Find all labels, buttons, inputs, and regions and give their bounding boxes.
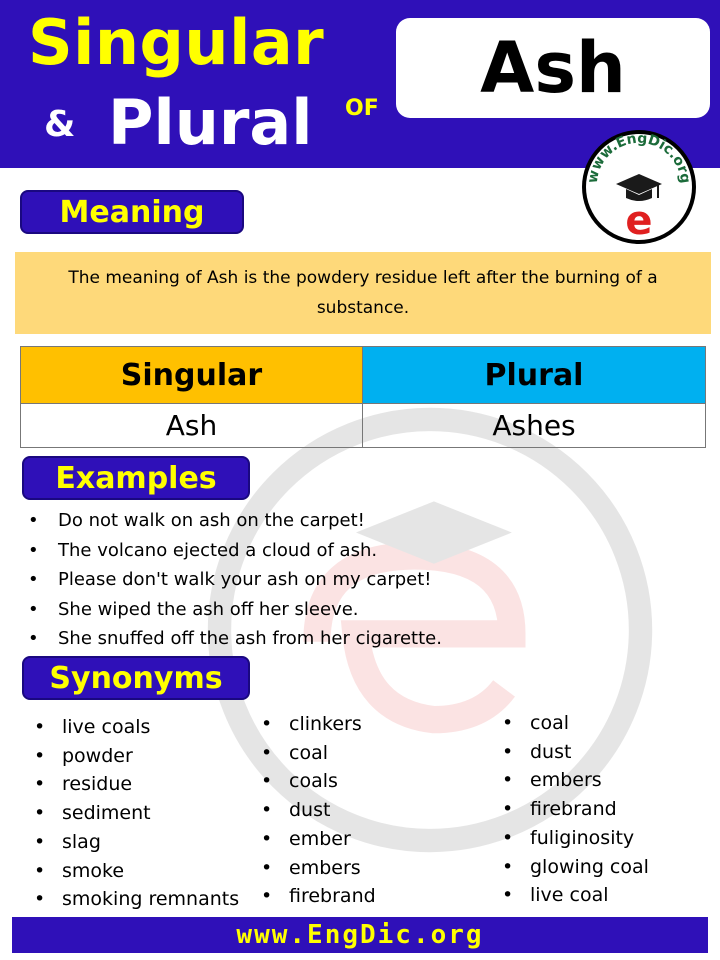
list-item: • slag <box>32 828 239 857</box>
headword: Ash <box>480 27 626 109</box>
meaning-label-text: Meaning <box>59 194 205 230</box>
list-item: • ember <box>259 825 376 854</box>
title-of: OF <box>345 96 379 121</box>
meaning-box <box>15 252 711 334</box>
list-item: • dust <box>500 738 649 767</box>
title-singular: Singular <box>28 6 325 79</box>
list-item: • clinkers <box>259 710 376 739</box>
meaning-text: The meaning of Ash is the powdery residue left after the burning of a substance. <box>68 268 658 318</box>
synonyms-label <box>22 656 250 700</box>
engdic-logo <box>580 128 698 246</box>
table-header-plural: Plural <box>363 347 705 403</box>
logo-letter: e <box>625 198 653 244</box>
list-item: • coal <box>500 709 649 738</box>
table-cell-singular: Ash <box>21 403 363 447</box>
synonyms-column-3 <box>500 709 649 910</box>
examples-list <box>26 506 442 654</box>
synonyms-column-2 <box>259 710 376 911</box>
synonyms-label-text: Synonyms <box>49 660 223 696</box>
list-item: • Do not walk on ash on the carpet! <box>26 506 442 536</box>
list-item: • Please don't walk your ash on my carpet! <box>26 565 442 595</box>
headword-box <box>396 18 710 118</box>
list-item: • residue <box>32 770 239 799</box>
list-item: • embers <box>500 766 649 795</box>
list-item: • live coals <box>32 713 239 742</box>
list-item: • firebrand <box>500 795 649 824</box>
title-ampersand: & <box>44 104 76 145</box>
list-item: • live coal <box>500 881 649 910</box>
list-item: • firebrand <box>259 882 376 911</box>
footer-banner <box>12 917 708 953</box>
meaning-label <box>20 190 244 234</box>
footer-url[interactable]: www.EngDic.org <box>236 920 484 950</box>
title-plural: Plural <box>108 86 313 159</box>
examples-label-text: Examples <box>55 460 217 496</box>
list-item: • smoking remnants <box>32 885 239 914</box>
list-item: • smoke <box>32 857 239 886</box>
list-item: • embers <box>259 854 376 883</box>
list-item: • sediment <box>32 799 239 828</box>
list-item: • coals <box>259 767 376 796</box>
list-item: • coal <box>259 739 376 768</box>
list-item: • glowing coal <box>500 853 649 882</box>
list-item: • She snuffed off the ash from her cigarette. <box>26 624 442 654</box>
list-item: • dust <box>259 796 376 825</box>
logo-url-text: www.EngDic.org <box>584 130 694 185</box>
list-item: • powder <box>32 742 239 771</box>
table-cell-plural: Ashes <box>363 403 705 447</box>
examples-label <box>22 456 250 500</box>
list-item: • The volcano ejected a cloud of ash. <box>26 536 442 566</box>
synonyms-column-1 <box>32 713 239 914</box>
table-header-singular: Singular <box>21 347 363 403</box>
singular-plural-table <box>20 346 706 448</box>
list-item: • She wiped the ash off her sleeve. <box>26 595 442 625</box>
list-item: • fuliginosity <box>500 824 649 853</box>
